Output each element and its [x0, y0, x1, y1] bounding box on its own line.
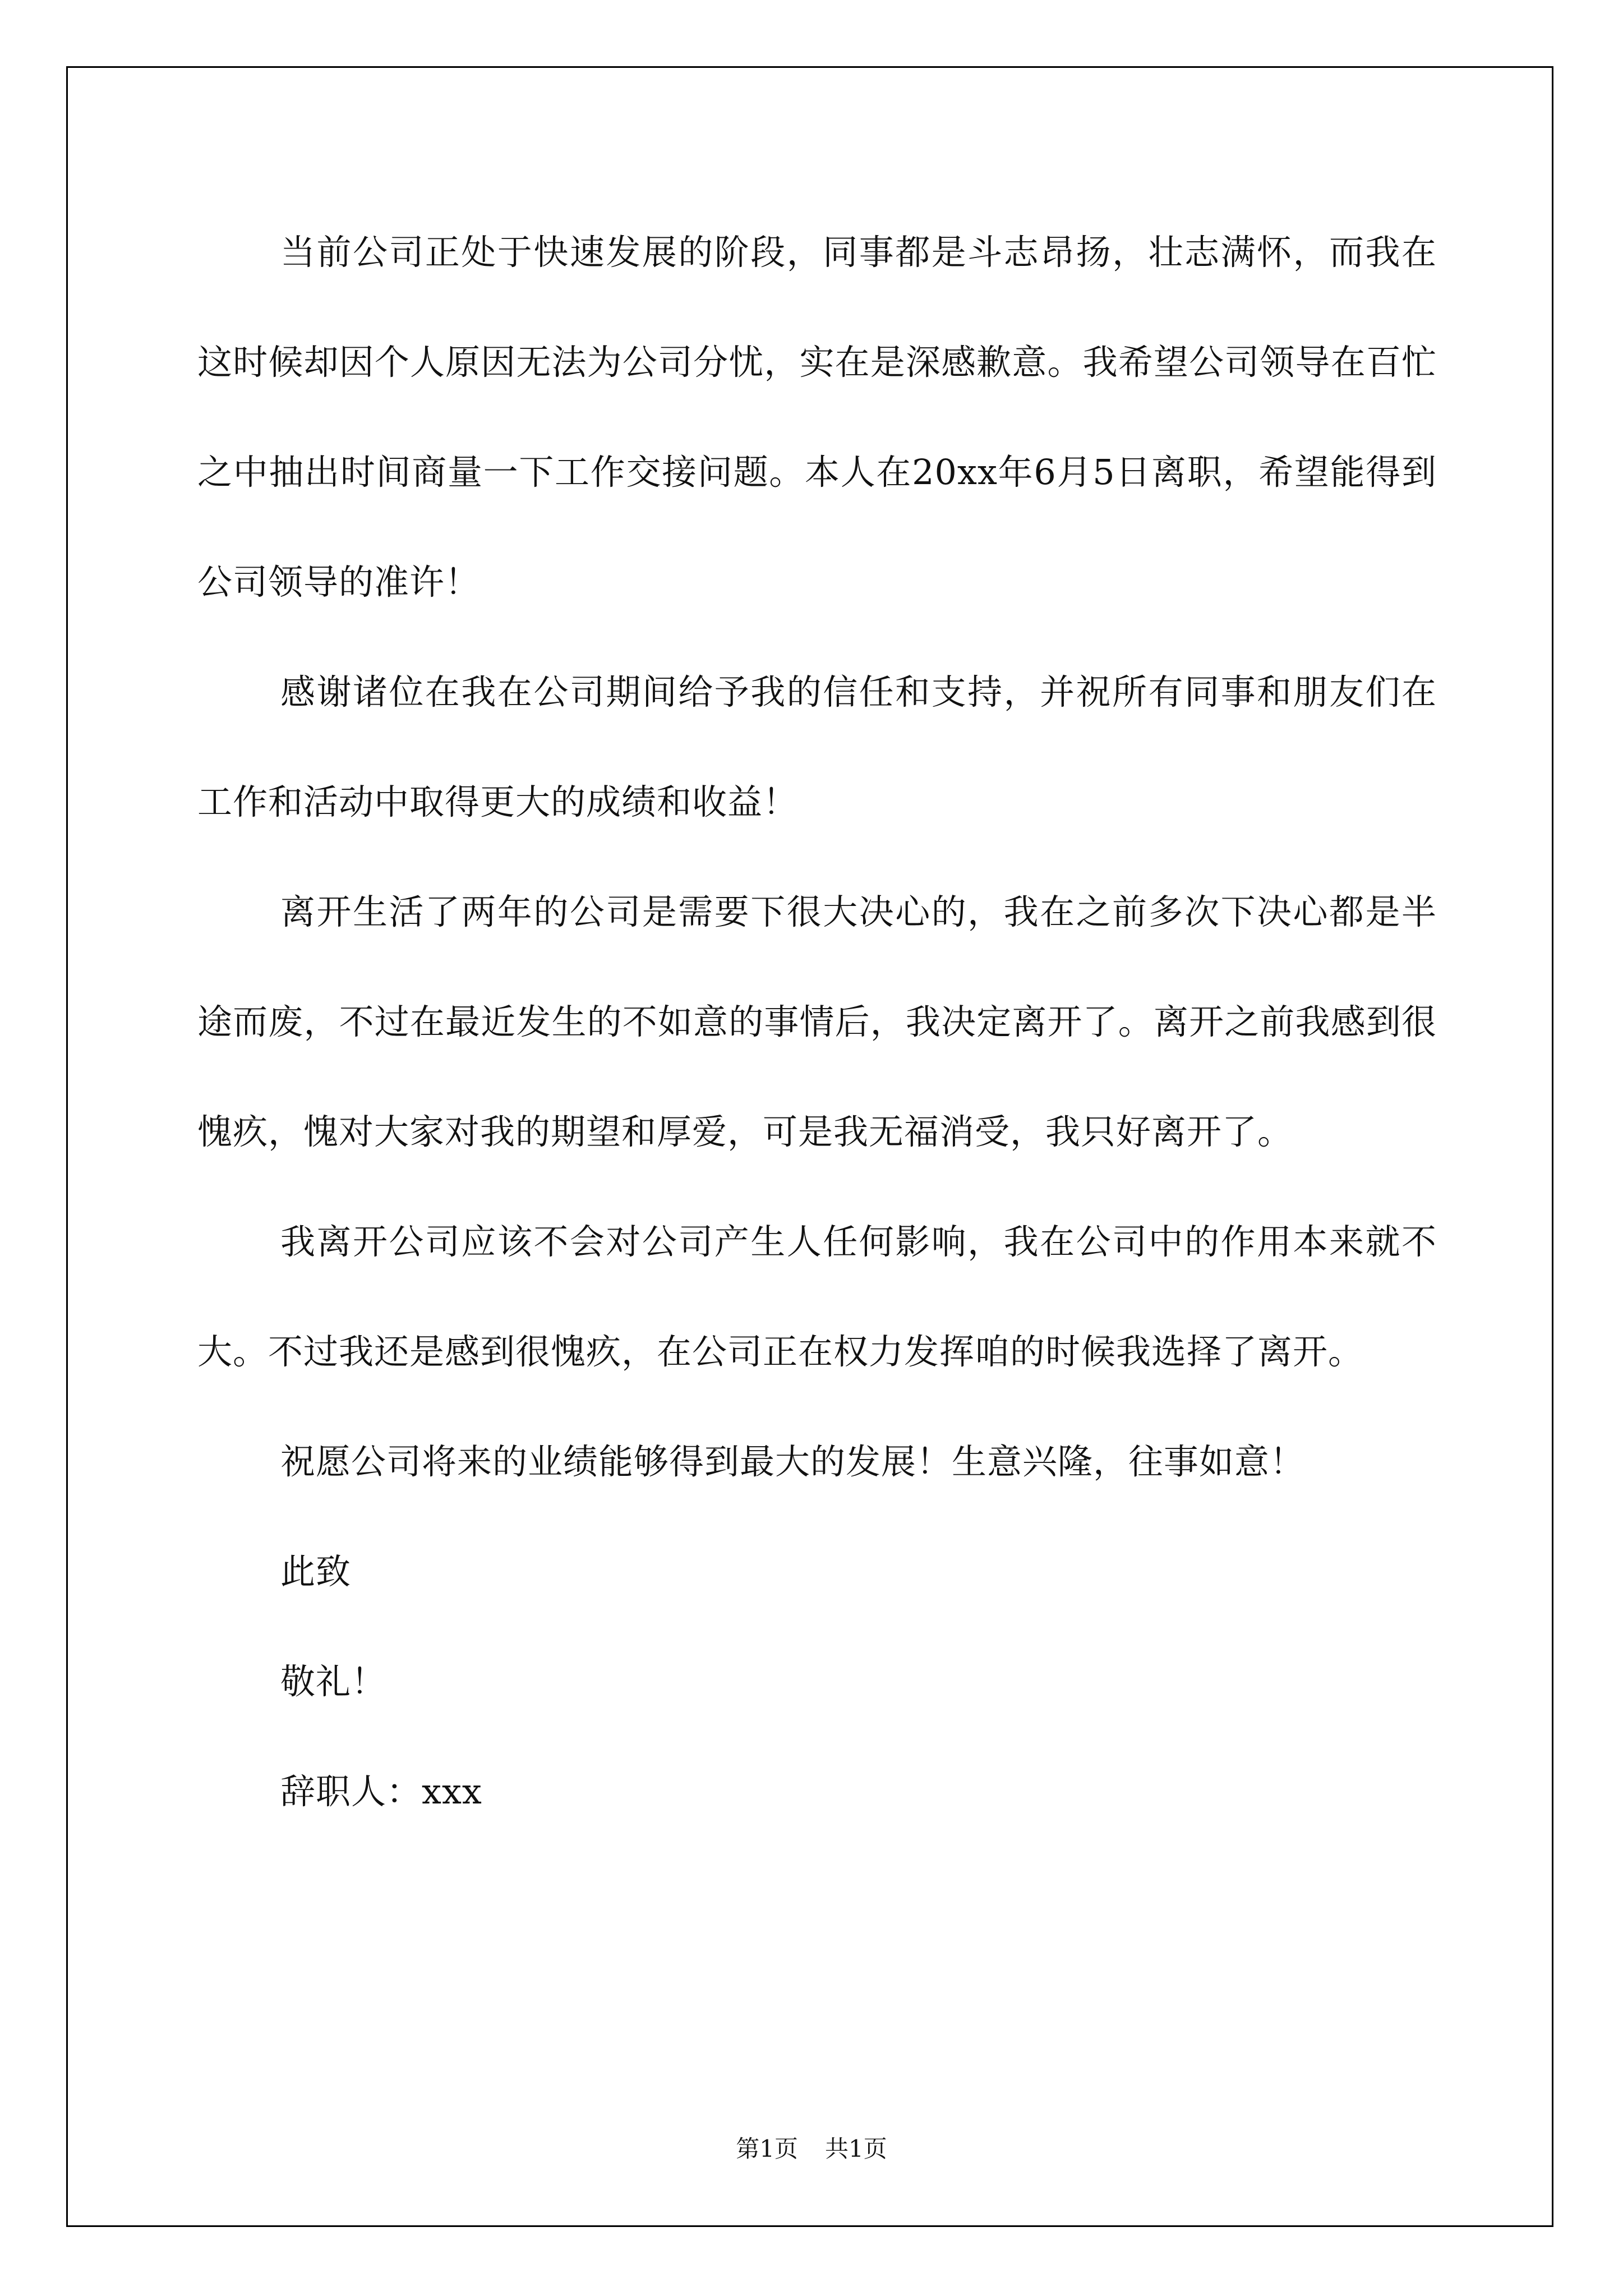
page-number-current: 第1页	[736, 2135, 798, 2162]
paragraph-decision: 离开生活了两年的公司是需要下很大决心的，我在之前多次下决心都是半途而废，不过在最近发生的不如意的事情后，我决定离开了。离开之前我感到很愧疚，愧对大家对我的期望和厚爱，可是我无福消受，我只好离开了。	[197, 891, 1437, 1152]
paragraph-wishes: 祝愿公司将来的业绩能够得到最大的发展！生意兴隆，往事如意！	[280, 1441, 1306, 1482]
closing-salutation: 此致	[280, 1551, 352, 1592]
paragraph-impact: 我离开公司应该不会对公司产生人任何影响，我在公司中的作用本来就不大。不过我还是感到很愧疚，在公司正在权力发挥咱的时候我选择了离开。	[197, 1221, 1437, 1372]
page-number-total: 共1页	[825, 2135, 887, 2162]
paragraph-intro: 当前公司正处于快速发展的阶段，同事都是斗志昂扬，壮志满怀，而我在这时候却因个人原因无法为公司分忧，实在是深感歉意。我希望公司领导在百忙之中抽出时间商量一下工作交接问题。本人在20xx年6月5日离职，希望能得到公司领导的准许！	[197, 232, 1437, 602]
page-footer	[0, 2131, 1623, 2164]
paragraph-thanks: 感谢诸位在我在公司期间给予我的信任和支持，并祝所有同事和朋友们在工作和活动中取得更大的成绩和收益！	[197, 671, 1437, 822]
closing-regards: 敬礼！	[280, 1661, 387, 1702]
signature-line: 辞职人：xxx	[280, 1771, 482, 1812]
letter-body	[197, 197, 1437, 1847]
